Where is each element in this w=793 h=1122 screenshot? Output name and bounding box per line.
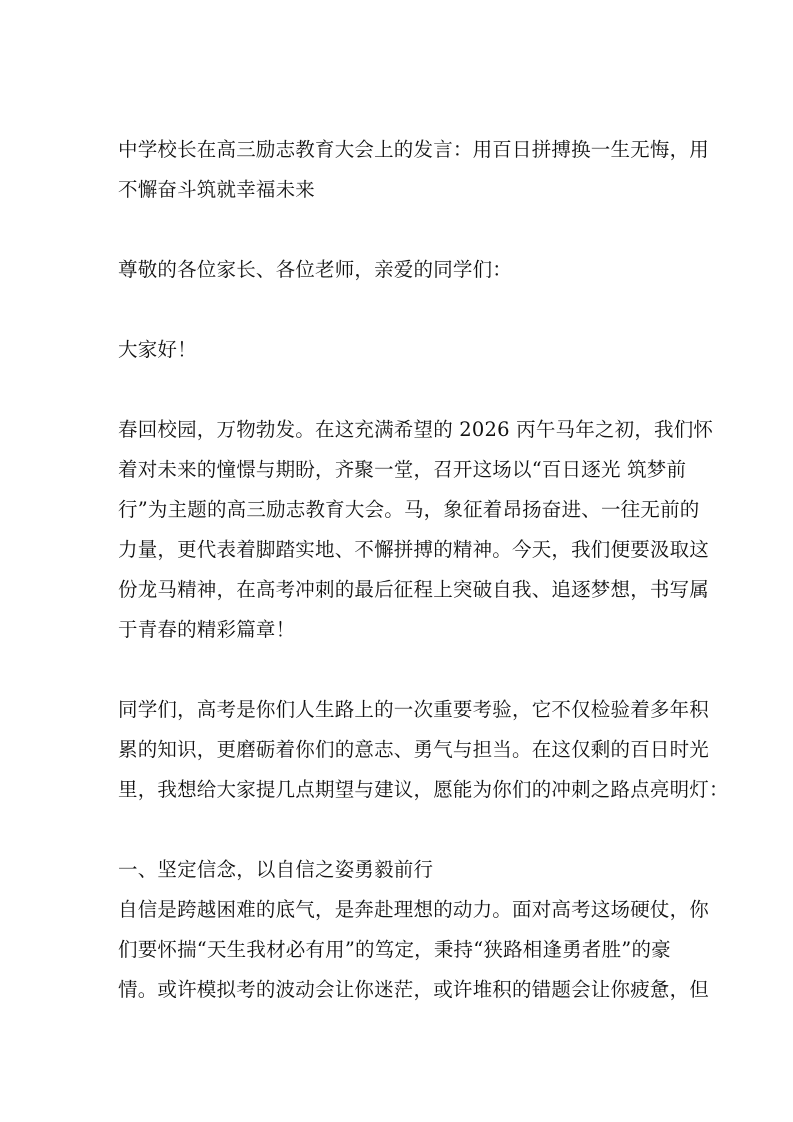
text-line: 们要怀揣“天生我材必有用”的笃定，秉持“狭路相逢勇者胜”的豪 [118,938,671,961]
title-line: 中学校长在高三励志教育大会上的发言：用百日拼搏换一生无悔，用 [118,138,710,161]
section-heading: 一、坚定信念，以自信之姿勇毅前行 [118,858,434,881]
document-page [118,130,729,1010]
text-line: 自信是跨越困难的底气，是奔赴理想的动力。面对高考这场硬仗，你 [118,898,710,921]
text-line: 力量，更代表着脚踏实地、不懈拼搏的精神。今天，我们便要汲取这 [118,538,710,561]
greeting: 大家好！ [118,338,197,361]
text-line: 累的知识，更磨砺着你们的意志、勇气与担当。在这仅剩的百日时光 [118,738,710,761]
text-line: 情。或许模拟考的波动会让你迷茫，或许堆积的错题会让你疲惫，但 [118,978,710,1001]
text-line: 同学们，高考是你们人生路上的一次重要考验，它不仅检验着多年积 [118,698,710,721]
text-line: 春回校园，万物勃发。在这充满希望的 2026 丙午马年之初，我们怀 [118,418,714,441]
text-line: 里，我想给大家提几点期望与建议，愿能为你们的冲刺之路点亮明灯： [118,778,729,801]
text-line: 于青春的精彩篇章！ [118,618,296,641]
paragraph-2 [118,690,729,810]
paragraph-1 [118,410,714,650]
text-line: 着对未来的憧憬与期盼，齐聚一堂，召开这场以“百日逐光 筑梦前 [118,458,687,481]
salutation: 尊敬的各位家长、各位老师，亲爱的同学们： [118,258,513,281]
text-line: 份龙马精神，在高考冲刺的最后征程上突破自我、追逐梦想，书写属 [118,578,710,601]
title-line: 不懈奋斗筑就幸福未来 [118,178,316,201]
section-1-paragraph [118,890,710,1010]
text-line: 行”为主题的高三励志教育大会。马，象征着昂扬奋进、一往无前的 [118,498,700,521]
